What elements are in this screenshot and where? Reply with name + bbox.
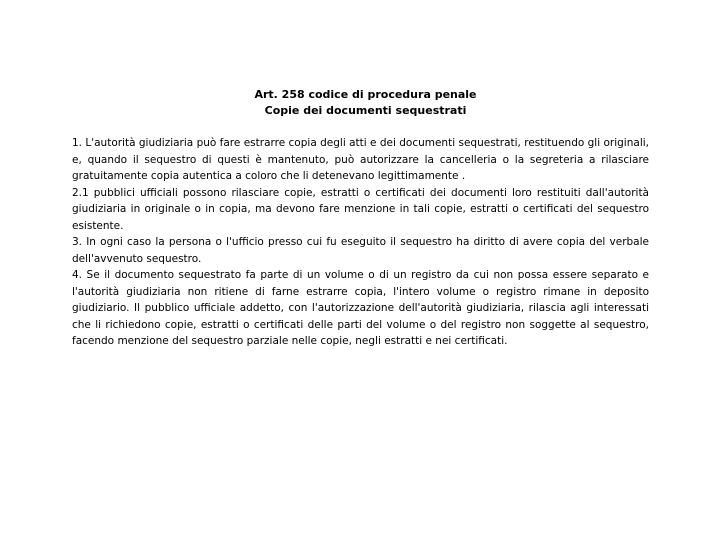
paragraph-1: 1. L'autorità giudiziaria può fare estrarre copia degli atti e dei documenti sequestrati, restituendo gli originali, e, quando il sequestro di questi è mantenuto, può autorizzare la cancelleria o la segreteria a rilasciare gratuitamente copia autentica a coloro che li detenevano legittimamente . (72, 137, 649, 182)
document-content (72, 87, 649, 350)
paragraph-4: 4. Se il documento sequestrato fa parte di un volume o di un registro da cui non possa essere separato e l'autorità giudiziaria non ritiene di farne estrarre copia, l'intero volume o registro rimane in deposito giudiziario. Il pubblico ufficiale addetto, con l'autorizzazione dell'autorità giudiziaria, rilascia agli interessati che li richiedono copie, estratti o certificati delle parti del volume o del registro non soggette al sequestro, facendo menzione del sequestro parziale nelle copie, negli estratti e nei certificati. (72, 269, 649, 347)
paragraph-2: 2.1 pubblici ufficiali possono rilasciare copie, estratti o certificati dei documenti loro restituiti dall'autorità giudiziaria in originale o in copia, ma devono fare menzione in tali copie, estratti o certificati del sequestro esistente. (72, 186, 649, 232)
document-subtitle: Copie dei documenti sequestrati (264, 104, 467, 117)
paragraph-3: 3. In ogni caso la persona o l'ufficio presso cui fu eseguito il sequestro ha diritto di avere copia del verbale dell'avvenuto sequestro. (72, 236, 649, 265)
title-block (82, 87, 649, 119)
document-title: Art. 258 codice di procedura penale (254, 88, 477, 101)
document-body (72, 135, 649, 350)
